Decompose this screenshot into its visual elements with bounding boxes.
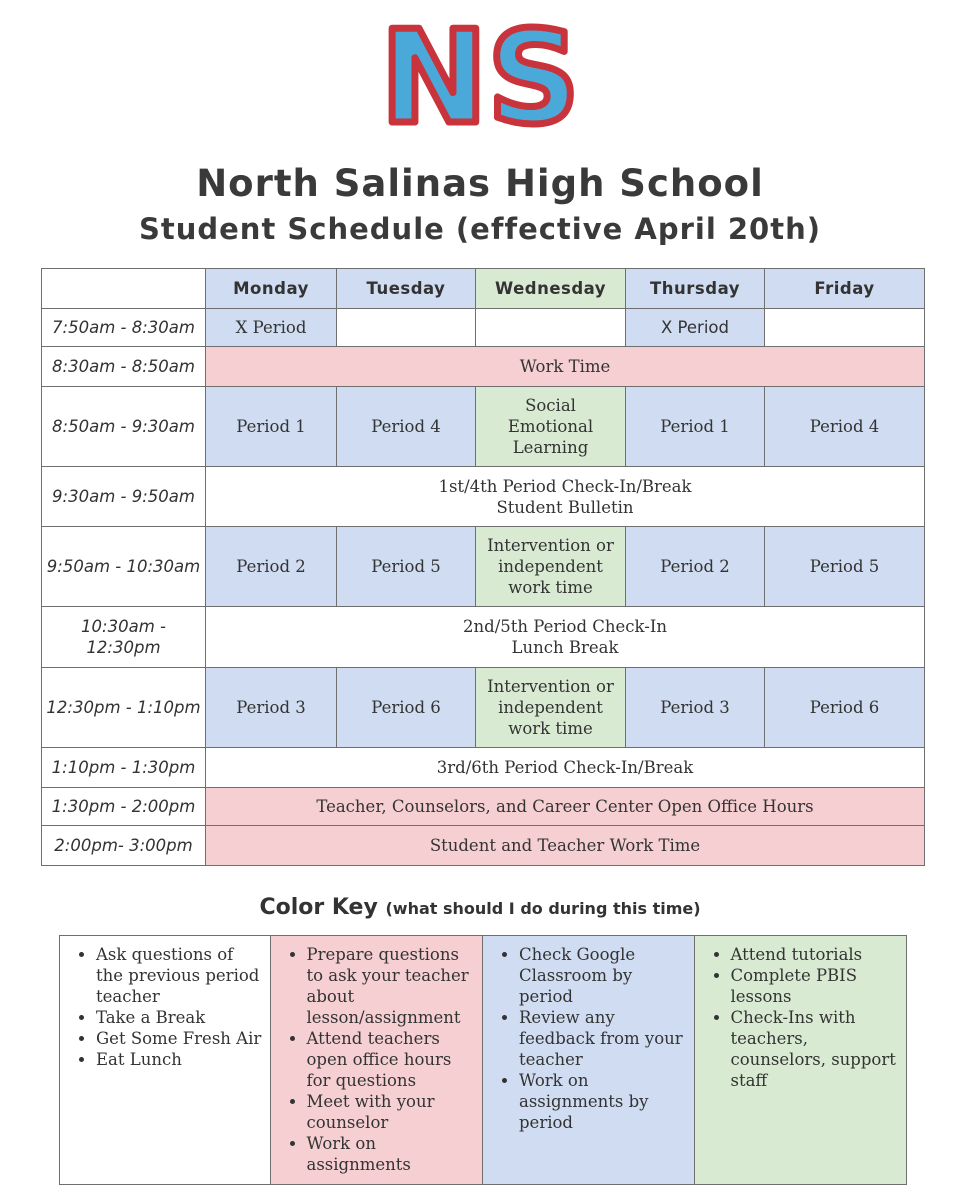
schedule-table bbox=[41, 268, 925, 866]
cell-friday: Period 6 bbox=[765, 668, 925, 748]
color-key-title: Color Key bbox=[259, 895, 378, 920]
cell-friday bbox=[765, 309, 925, 347]
span-cell: Work Time bbox=[206, 347, 925, 387]
key-item: • Review any feedback from your teacher bbox=[519, 1007, 688, 1070]
span-line: Student Bulletin bbox=[496, 497, 634, 517]
table-row bbox=[42, 826, 925, 866]
school-title: North Salinas High School bbox=[196, 162, 764, 205]
table-row bbox=[42, 748, 925, 788]
key-item: • Ask questions of the previous period teacher bbox=[96, 944, 264, 1007]
color-key-box bbox=[59, 935, 907, 1185]
table-row bbox=[42, 309, 925, 347]
table-row bbox=[42, 527, 925, 607]
cell-tuesday: Period 5 bbox=[337, 527, 476, 607]
cell-thursday: Period 3 bbox=[626, 668, 765, 748]
span-cell: Teacher, Counselors, and Career Center Open Office Hours bbox=[206, 788, 925, 826]
key-item: • Take a Break bbox=[96, 1007, 264, 1028]
key-item: • Complete PBIS lessons bbox=[731, 965, 901, 1007]
key-item: • Prepare questions to ask your teacher about lesson/assignment bbox=[307, 944, 477, 1028]
cell-wednesday: Intervention or independent work time bbox=[476, 668, 626, 748]
key-item: • Check-Ins with teachers, counselors, support staff bbox=[731, 1007, 901, 1091]
cell-tuesday: Period 4 bbox=[337, 387, 476, 467]
day-thursday: Thursday bbox=[626, 269, 765, 309]
school-logo bbox=[380, 4, 580, 153]
color-key-heading bbox=[0, 895, 960, 920]
cell-thursday: X Period bbox=[626, 309, 765, 347]
table-row bbox=[42, 387, 925, 467]
table-row bbox=[42, 347, 925, 387]
corner-cell bbox=[42, 269, 206, 309]
span-cell bbox=[206, 467, 925, 527]
cell-friday: Period 5 bbox=[765, 527, 925, 607]
cell-wednesday: Intervention or independent work time bbox=[476, 527, 626, 607]
time-cell: 1:10pm - 1:30pm bbox=[42, 748, 206, 788]
cell-monday: Period 1 bbox=[206, 387, 337, 467]
key-item: • Attend teachers open office hours for questions bbox=[307, 1028, 477, 1091]
key-item: • Work on assignments bbox=[307, 1133, 477, 1175]
time-cell: 1:30pm - 2:00pm bbox=[42, 788, 206, 826]
table-row bbox=[42, 668, 925, 748]
span-cell: Student and Teacher Work Time bbox=[206, 826, 925, 866]
cell-wednesday: Social Emotional Learning bbox=[476, 387, 626, 467]
day-tuesday: Tuesday bbox=[337, 269, 476, 309]
cell-wednesday bbox=[476, 309, 626, 347]
key-column-blue bbox=[483, 936, 695, 1184]
color-key-subtitle: (what should I do during this time) bbox=[385, 899, 701, 918]
key-item: • Work on assignments by period bbox=[519, 1070, 688, 1133]
key-item: • Eat Lunch bbox=[96, 1049, 264, 1070]
table-row bbox=[42, 467, 925, 527]
time-cell: 10:30am - 12:30pm bbox=[42, 607, 206, 668]
table-row bbox=[42, 788, 925, 826]
cell-thursday: Period 2 bbox=[626, 527, 765, 607]
key-item: • Check Google Classroom by period bbox=[519, 944, 688, 1007]
header-row bbox=[42, 269, 925, 309]
time-cell: 2:00pm- 3:00pm bbox=[42, 826, 206, 866]
cell-tuesday bbox=[337, 309, 476, 347]
key-item: • Attend tutorials bbox=[731, 944, 901, 965]
span-cell: 3rd/6th Period Check-In/Break bbox=[206, 748, 925, 788]
span-line: Lunch Break bbox=[511, 638, 619, 657]
schedule-subtitle: Student Schedule (effective April 20th) bbox=[138, 212, 821, 246]
time-cell: 9:50am - 10:30am bbox=[42, 527, 206, 607]
cell-tuesday: Period 6 bbox=[337, 668, 476, 748]
key-column-pink bbox=[271, 936, 484, 1184]
day-monday: Monday bbox=[206, 269, 337, 309]
key-item: • Get Some Fresh Air bbox=[96, 1028, 264, 1049]
time-cell: 8:50am - 9:30am bbox=[42, 387, 206, 467]
key-item: • Meet with your counselor bbox=[307, 1091, 477, 1133]
span-line: 1st/4th Period Check-In/Break bbox=[438, 476, 692, 496]
time-cell: 12:30pm - 1:10pm bbox=[42, 668, 206, 748]
span-cell bbox=[206, 607, 925, 668]
day-friday: Friday bbox=[765, 269, 925, 309]
cell-monday: Period 2 bbox=[206, 527, 337, 607]
cell-friday: Period 4 bbox=[765, 387, 925, 467]
cell-thursday: Period 1 bbox=[626, 387, 765, 467]
time-cell: 8:30am - 8:50am bbox=[42, 347, 206, 387]
time-cell: 7:50am - 8:30am bbox=[42, 309, 206, 347]
logo-letters: NS bbox=[380, 4, 580, 153]
cell-monday: X Period bbox=[206, 309, 337, 347]
key-column-green bbox=[695, 936, 907, 1184]
cell-monday: Period 3 bbox=[206, 668, 337, 748]
time-cell: 9:30am - 9:50am bbox=[42, 467, 206, 527]
span-line: 2nd/5th Period Check-In bbox=[463, 617, 667, 636]
day-wednesday: Wednesday bbox=[476, 269, 626, 309]
key-column-white bbox=[60, 936, 271, 1184]
table-row bbox=[42, 607, 925, 668]
